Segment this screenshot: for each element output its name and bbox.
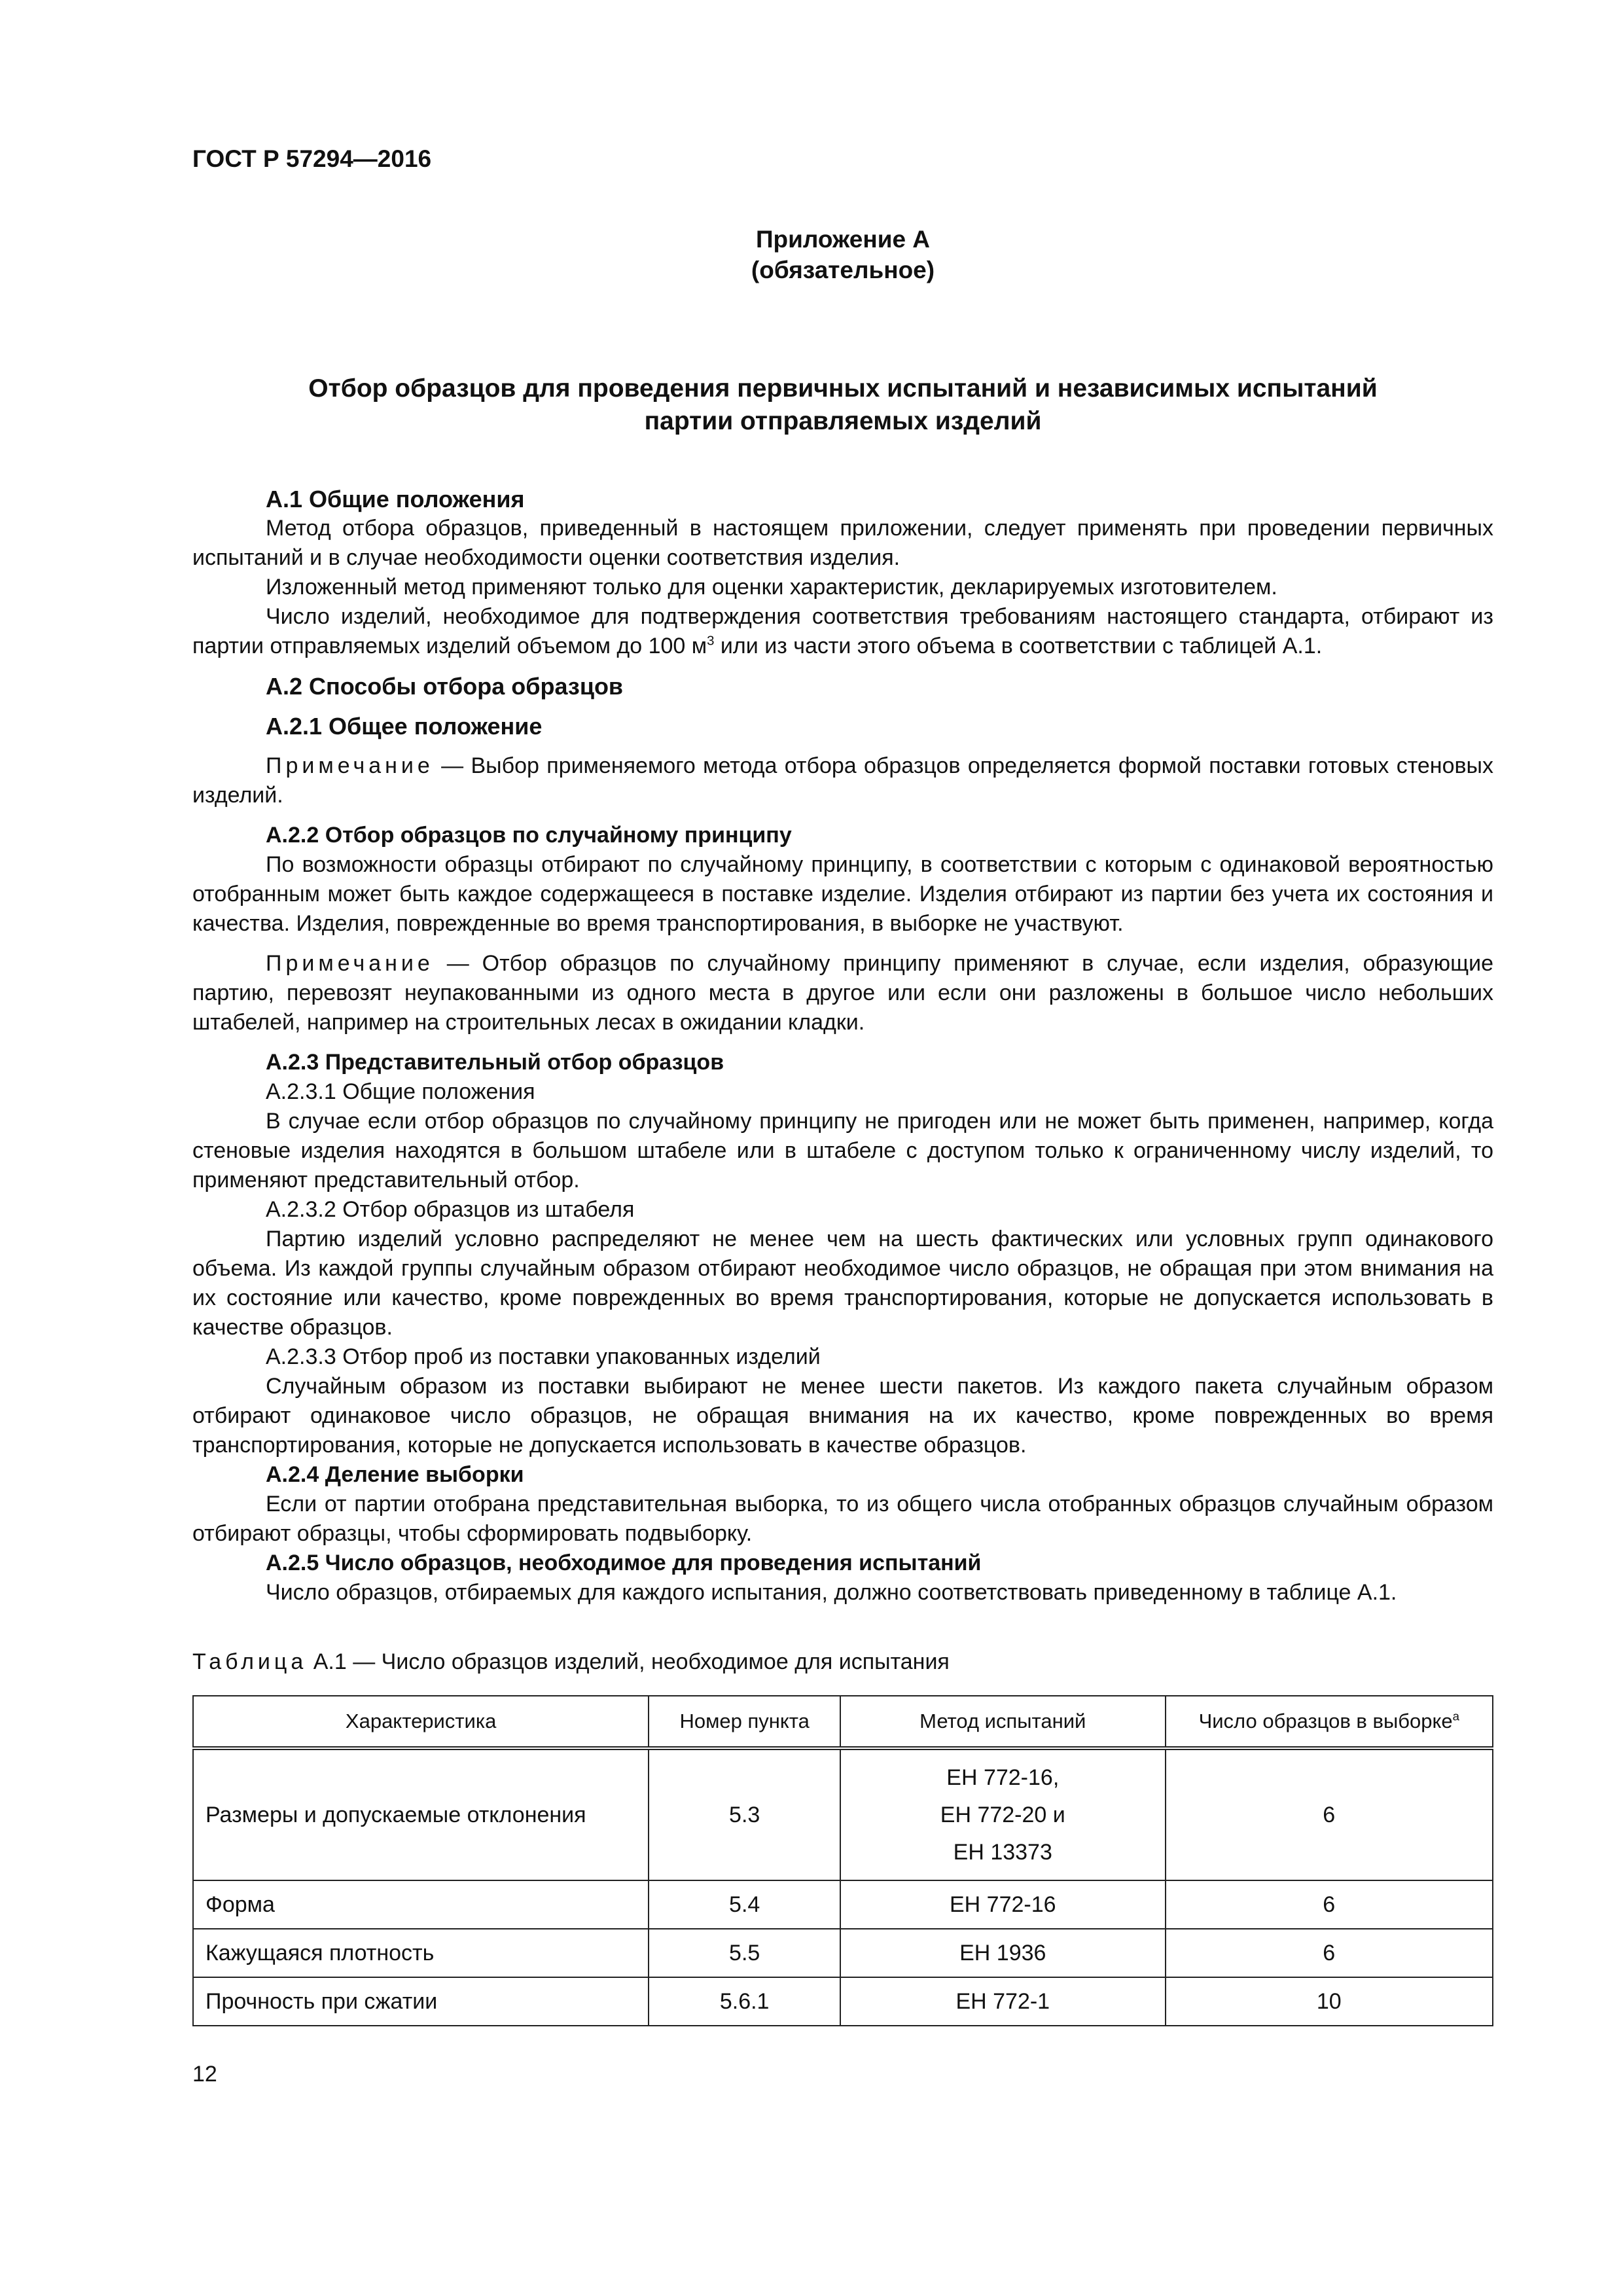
table-header-row xyxy=(193,1696,1493,1748)
section-a1-para1: Метод отбора образцов, приведенный в настоящем приложении, следует применять при проведении первичных испытаний и в случае необходимости оценки соответствия изделия. xyxy=(192,516,1493,570)
cell-samples: 10 xyxy=(1166,1977,1493,2026)
table-row xyxy=(193,1748,1493,1880)
table-row xyxy=(193,1880,1493,1929)
cell-method: ЕН 772-1 xyxy=(840,1977,1166,2026)
annex-title-line2: партии отправляемых изделий xyxy=(644,407,1042,435)
cell-clause: 5.6.1 xyxy=(649,1977,840,2026)
section-a23-heading: А.2.3 Представительный отбор образцов xyxy=(266,1050,724,1075)
section-a1-para2: Изложенный метод применяют только для оценки характеристик, декларируемых изготовителем. xyxy=(266,575,1277,600)
section-a231-para1: В случае если отбор образцов по случайному принципу не пригоден или не может быть применен, например, когда стеновые изделия находятся в большом штабеле или в штабеле с доступом только к ограниченному числу изделий, то применяют представительный отбор. xyxy=(192,1109,1493,1193)
body-text xyxy=(192,484,1493,1607)
standard-designation: ГОСТ Р 57294—2016 xyxy=(192,145,432,172)
samples-table xyxy=(192,1695,1493,2026)
cell-samples: 6 xyxy=(1166,1880,1493,1929)
annex-label: Приложение А xyxy=(755,226,931,253)
cell-samples: 6 xyxy=(1166,1748,1493,1880)
cell-characteristic: Форма xyxy=(193,1880,649,1929)
cell-method: ЕН 772-16, ЕН 772-20 и ЕН 13373 xyxy=(840,1748,1166,1880)
table-row xyxy=(193,1929,1493,1977)
section-a24-para1: Если от партии отобрана представительная выборка, то из общего числа отобранных образцов случайным образом отбирают образцы, чтобы сформировать подвыборку. xyxy=(192,1492,1493,1546)
cell-characteristic: Кажущаяся плотность xyxy=(193,1929,649,1977)
annex-title-line1: Отбор образцов для проведения первичных испытаний и независимых испытаний xyxy=(308,374,1378,403)
header-samples: Число образцов в выборке$^а$ xyxy=(1166,1696,1493,1748)
section-a2-heading: А.2 Способы отбора образцов xyxy=(266,673,624,700)
table-caption-label: Таблица xyxy=(192,1649,308,1674)
section-a1-heading: А.1 Общие положения xyxy=(266,486,525,512)
note-label: Примечание xyxy=(266,951,434,976)
cell-clause: 5.4 xyxy=(649,1880,840,1929)
table-caption: Таблица А.1 — Число образцов изделий, необходимое для испытания xyxy=(192,1649,950,1674)
cell-clause: 5.3 xyxy=(649,1748,840,1880)
section-a25-para1: Число образцов, отбираемых для каждого испытания, должно соответствовать приведенному в таблице А.1. xyxy=(266,1580,1397,1605)
section-a233-heading: А.2.3.3 Отбор проб из поставки упакованных изделий xyxy=(266,1344,821,1369)
section-a24-heading: А.2.4 Деление выборки xyxy=(266,1462,524,1487)
annex-status: (обязательное) xyxy=(751,257,935,283)
cell-samples: 6 xyxy=(1166,1929,1493,1977)
cell-method: ЕН 1936 xyxy=(840,1929,1166,1977)
header-characteristic: Характеристика xyxy=(193,1696,649,1748)
section-a232-para1: Партию изделий условно распределяют не менее чем на шесть фактических или условных групп одинакового объема. Из каждой группы случайным образом отбирают необходимое число образцов, не обращая при этом внимания на их состояние или качество, кроме поврежденных во время транспортирования, которые не допускается использовать в качестве образцов. xyxy=(192,1227,1493,1340)
header-clause: Номер пункта xyxy=(649,1696,840,1748)
section-a22-heading: А.2.2 Отбор образцов по случайному принципу xyxy=(266,823,792,848)
note-1: Примечание — Выбор применяемого метода отбора образцов определяется формой поставки готовых стеновых изделий. xyxy=(192,753,1493,808)
cell-method: ЕН 772-16 xyxy=(840,1880,1166,1929)
section-a25-heading: А.2.5 Число образцов, необходимое для проведения испытаний xyxy=(266,1551,982,1575)
superscript: 3 xyxy=(707,634,715,649)
section-a233-para1: Случайным образом из поставки выбирают не менее шести пакетов. Из каждого пакета случайным образом отбирают одинаковое число образцов, не обращая внимания на их качество, кроме поврежденных во время транспортирования, которые не допускается использовать в качестве образцов. xyxy=(192,1374,1493,1458)
cell-clause: 5.5 xyxy=(649,1929,840,1977)
note-2: Примечание — Отбор образцов по случайному принципу применяют в случае, если изделия, образующие партию, перевозят неупакованными из одного места в другое или если они разложены в большое число небольших штабелей, например на строительных лесах в ожидании кладки. xyxy=(192,951,1493,1035)
cell-characteristic: Прочность при сжатии xyxy=(193,1977,649,2026)
section-a22-para1: По возможности образцы отбирают по случайному принципу, в соответствии с которым с одинаковой вероятностью отобранным может быть каждое содержащееся в поставке изделие. Изделия отбирают из партии без учета их состояния и качества. Изделия, поврежденные во время транспортирования, в выборке не участвуют. xyxy=(192,852,1493,936)
section-a21-heading: А.2.1 Общее положение xyxy=(266,713,543,740)
footnote-marker: а xyxy=(1452,1709,1459,1723)
table-row xyxy=(193,1977,1493,2026)
section-a1-para3: Число изделий, необходимое для подтверждения соответствия требованиям настоящего стандарта, отбирают из партии отправляемых изделий объемом до 100 $м^3$ или из части этого объема в соответствии с таблицей А.1. xyxy=(192,604,1493,658)
page-number: 12 xyxy=(192,2062,217,2087)
section-a232-heading: А.2.3.2 Отбор образцов из штабеля xyxy=(266,1197,635,1222)
note-label: Примечание xyxy=(266,753,434,778)
section-a231-heading: А.2.3.1 Общие положения xyxy=(266,1079,535,1104)
cell-characteristic: Размеры и допускаемые отклонения xyxy=(193,1748,649,1880)
header-method: Метод испытаний xyxy=(840,1696,1166,1748)
